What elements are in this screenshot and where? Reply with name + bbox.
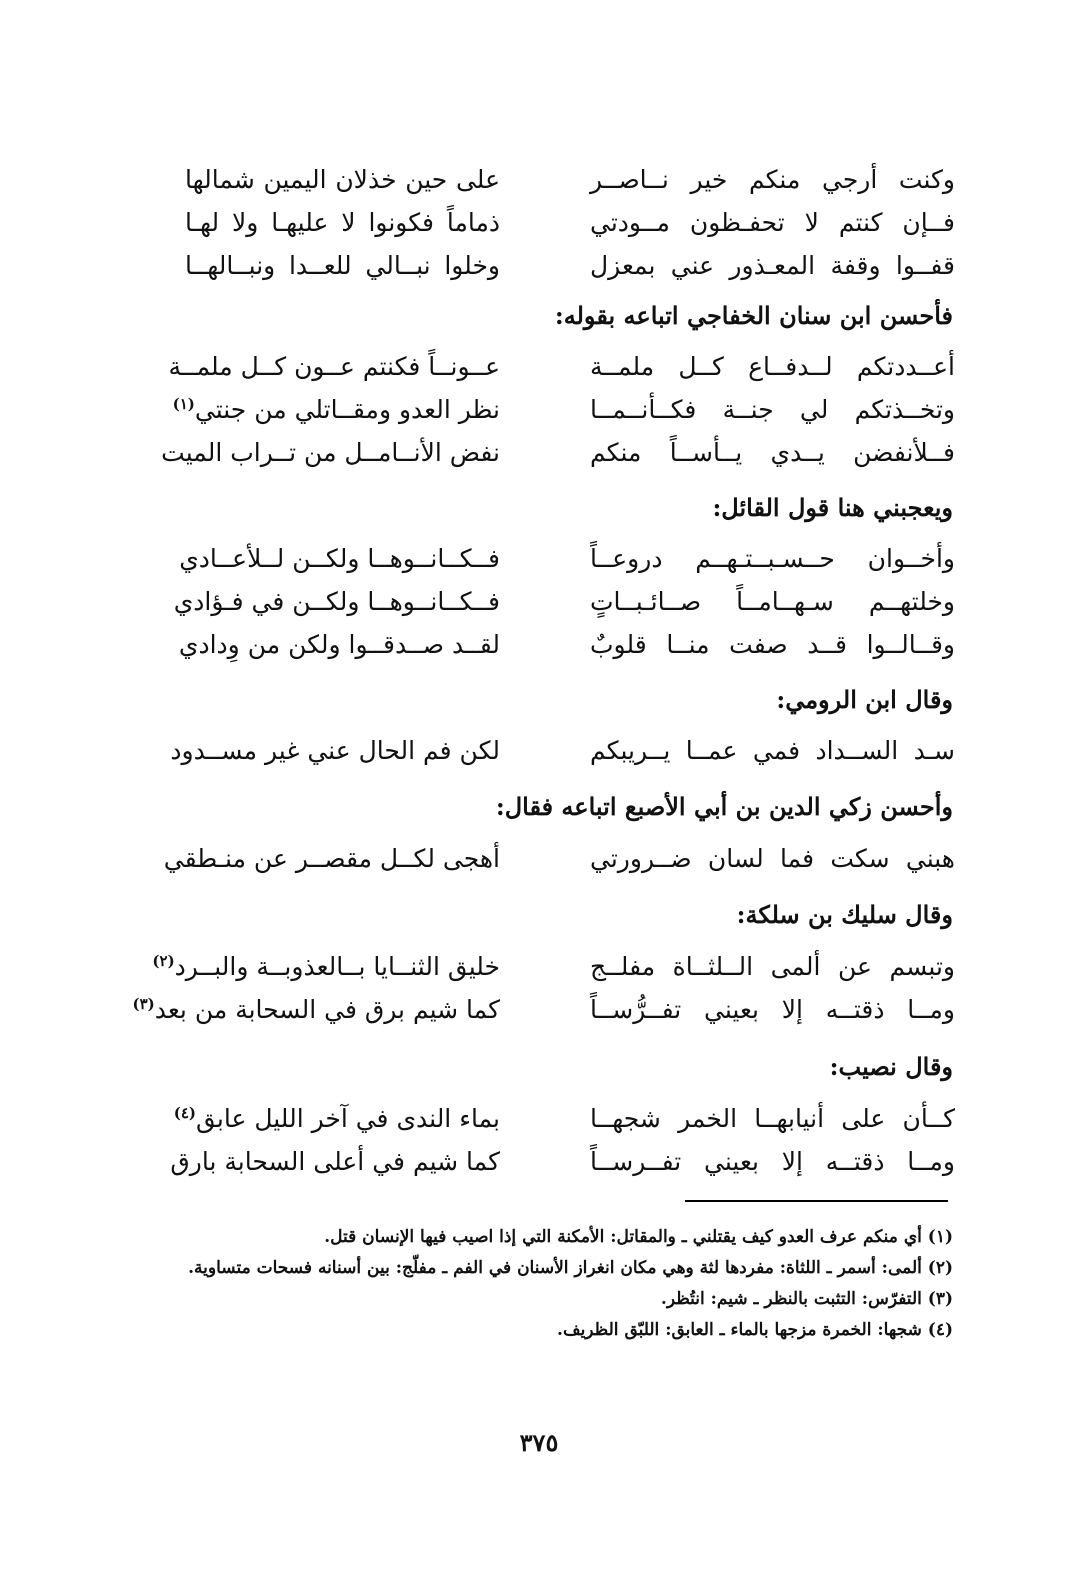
verse-line: [185, 244, 955, 287]
verse-line: [185, 201, 955, 244]
verse-first-hemistich: وأخــوان حــسـبــتـهــم دروعــاً: [590, 544, 955, 573]
verse-first-hemistich: قفــوا وقفة المعـذور عني بمعزل: [590, 251, 955, 280]
verse-first-hemistich: سـد الســداد فمي عمــا يــريبكم: [590, 736, 955, 765]
prose-intro: وقال ابن الرومي:: [776, 685, 953, 714]
verse-first-hemistich: أعــددتكم لــدفــاع كــل ملمــة: [590, 352, 955, 381]
footnote-marker: (٢): [152, 951, 175, 970]
verse-second-hemistich: على حين خذلان اليمين شمالها: [185, 165, 500, 194]
verse-line: [152, 945, 955, 988]
verse-line: [132, 988, 955, 1031]
verse-line: [173, 1097, 955, 1140]
verse-group: [170, 1097, 955, 1183]
verse-second-hemistich: نفض الأنــامــل من تــراب الميت: [161, 438, 500, 467]
verse-group: [161, 345, 955, 474]
verse-line: [163, 837, 955, 880]
verse-first-hemistich: ومــا ذقتــه إلا بعيني تفــرُّســاً: [590, 995, 955, 1024]
prose-intro: وأحسن زكي الدين بن أبي الأصبع اتباعه فقال:: [495, 792, 953, 821]
page-number: ٣٧٥: [519, 1428, 559, 1457]
verse-second-hemistich: ذماماً فكونوا لا عليهـا ولا لهـا: [185, 208, 500, 237]
verse-line: [185, 158, 955, 201]
verse-second-hemistich: نظر العدو ومقــاتلي من جنتي$^{(١)}$: [172, 394, 500, 424]
verse-group: [173, 537, 955, 666]
footnote-separator: [685, 1200, 948, 1202]
verse-group: [185, 158, 955, 287]
verse-second-hemistich: فــكــانــوهــا ولكــن في فـؤادي: [173, 587, 500, 616]
verse-second-hemistich: بماء الندى في آخر الليل عابق$^{(٤)}$: [173, 1103, 500, 1133]
footnote: (٣) التفرّس: التثبت بالنظر ـ شيم: انتُظر.: [660, 1289, 953, 1309]
prose-intro: ويعجبني هنا قول القائل:: [712, 493, 953, 522]
footnote-marker: (٤): [173, 1103, 197, 1122]
prose-intro: وقال سليك بن سلكة:: [736, 900, 953, 929]
verse-second-hemistich: أهجى لكــل مقصــر عن منـطقي: [163, 844, 500, 873]
verse-line: [170, 729, 955, 772]
footnote: (٢) ألمى: أسمر ـ اللثاة: مفردها لثة وهي مكان انغراز الأسنان في الفم ـ مفلّج: بين أسنانه فسحات متساوية.: [188, 1258, 953, 1278]
verse-line: [168, 345, 955, 388]
verse-group: [170, 729, 955, 772]
verse-first-hemistich: فــإن كنتم لا تحفـظون مــودتي: [590, 208, 955, 237]
footnotes: [128, 1222, 953, 1346]
verse-second-hemistich: لكن فم الحال عني غير مســدود: [170, 736, 500, 765]
prose-intro: فأحسن ابن سنان الخفاجي اتباعه بقوله:: [554, 301, 953, 330]
footnote-marker: (١): [172, 394, 195, 413]
footnote: (١) أي منكم عرف العدو كيف يقتلني ـ والمقاتل: الأمكنة التي إذا اصيب فيها الإنسان قتل.: [324, 1227, 953, 1247]
verse-first-hemistich: وتخــذتكم لي جنــة فكــأنــمــا: [590, 395, 955, 424]
verse-first-hemistich: هبني سكت فما لسان ضــرورتي: [590, 844, 955, 873]
verse-second-hemistich: عــونــاً فكنتم عــون كــل ملمــة: [168, 352, 500, 381]
verse-line: [170, 1140, 955, 1183]
verse-second-hemistich: كما شيم في أعلى السحابة بارق: [170, 1147, 500, 1176]
verse-first-hemistich: وكنت أرجي منكم خير نــاصــر: [590, 165, 955, 194]
footnote: (٤) شجها: الخمرة مزجها بالماء ـ العابق: اللبّق الظريف.: [557, 1320, 953, 1340]
verse-second-hemistich: وخلوا نبــالي للعــدا ونبــالهــا: [185, 251, 500, 280]
verse-group: [163, 837, 955, 880]
verse-first-hemistich: ومــا ذقتــه إلا بعيني تفــرســاً: [590, 1147, 955, 1176]
verse-second-hemistich: فــكــانــوهــا ولكــن لــلأعــادي: [179, 544, 500, 573]
verse-line: [161, 431, 955, 474]
verse-first-hemistich: وتبسم عن ألمى الــلثــاة مفلــج: [590, 952, 955, 981]
verse-second-hemistich: خليق الثنــايا بــالعذوبــة والبــرد$^{(٢)}$: [152, 951, 500, 981]
verse-second-hemistich: كما شيم برق في السحابة من بعد$^{(٣)}$: [132, 994, 500, 1024]
verse-line: [179, 537, 955, 580]
verse-line: [173, 580, 955, 623]
verse-line: [172, 388, 955, 431]
verse-first-hemistich: كــأن على أنيابهــا الخمر شجهــا: [590, 1104, 955, 1133]
verse-line: [178, 623, 955, 666]
footnote-marker: (٣): [132, 994, 155, 1013]
verse-first-hemistich: وخلتهــم سـهــامــاً صــائـبــاتٍ: [590, 587, 955, 616]
verse-group: [132, 945, 955, 1031]
verse-first-hemistich: وقــالــوا قــد صفت منــا قلوبٌ: [590, 630, 955, 659]
verse-second-hemistich: لقــد صــدقــوا ولكن من وِدادي: [178, 630, 500, 659]
verse-first-hemistich: فــلأنفضن يــدي يــأســاً منكم: [590, 438, 955, 467]
prose-intro: وقال نصيب:: [829, 1052, 953, 1081]
